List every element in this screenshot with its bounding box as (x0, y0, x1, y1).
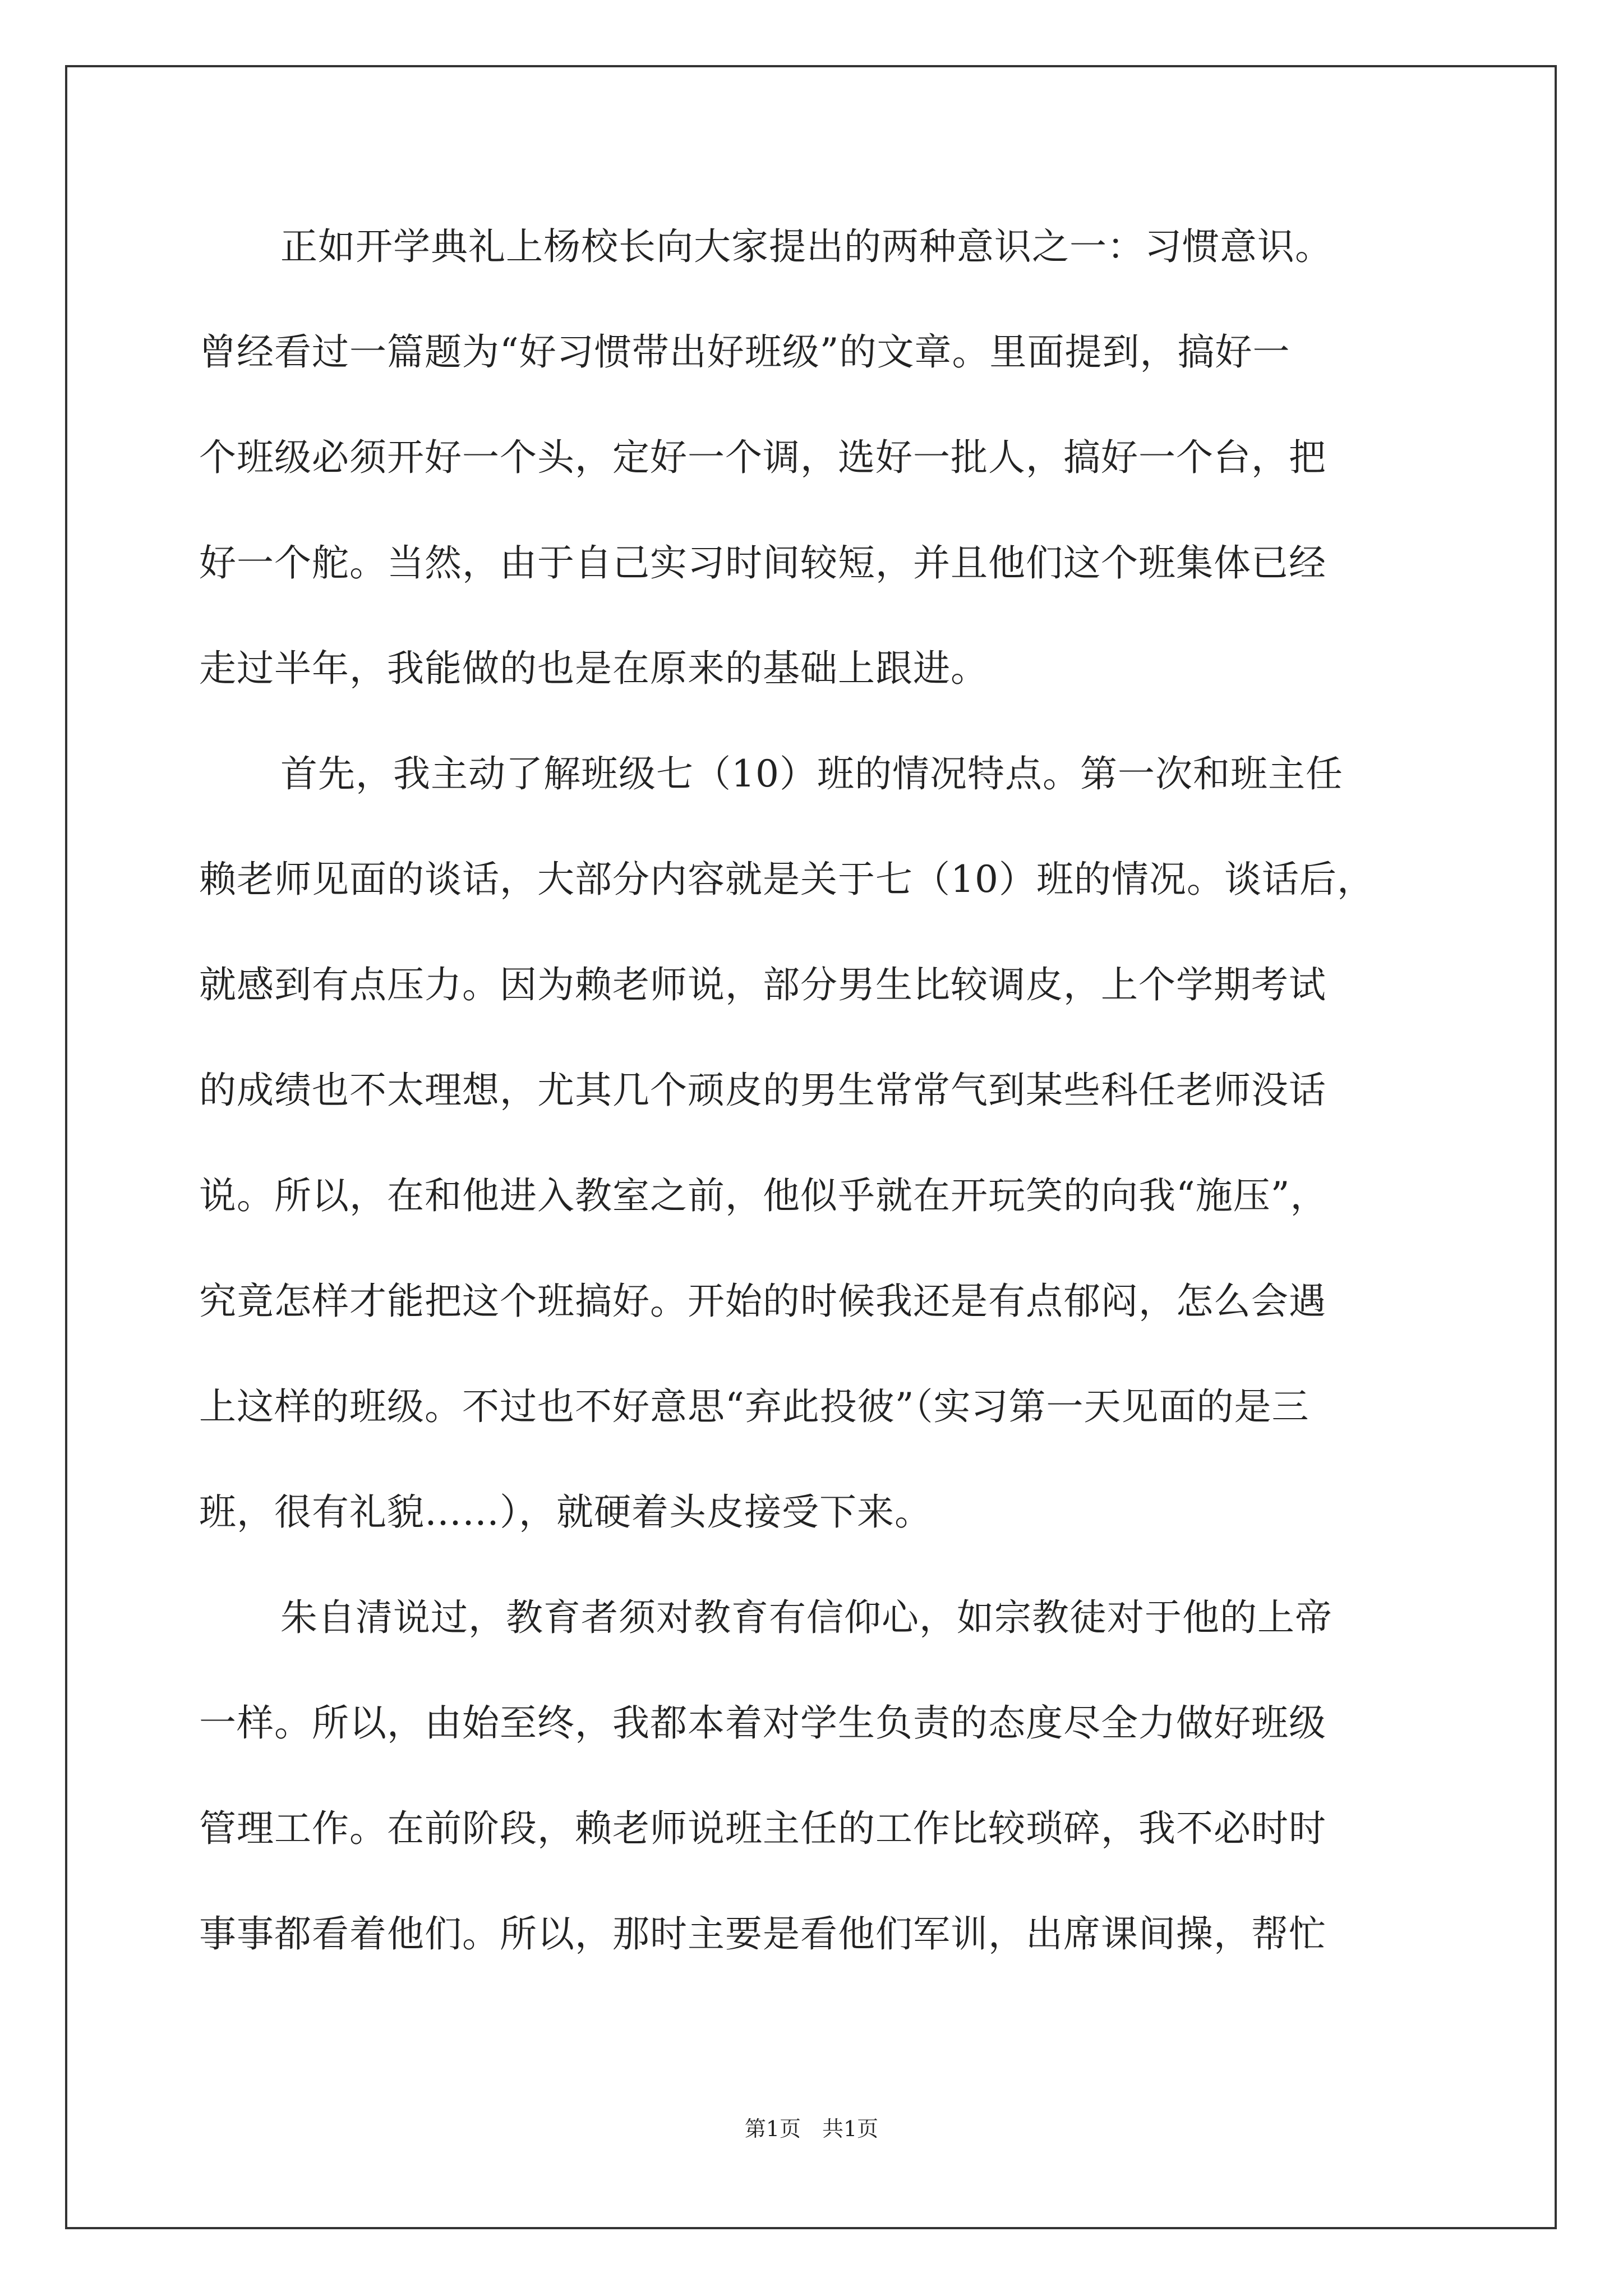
paragraph-3-line-1: 朱自清说过，教育者须对教育有信仰心，如宗教徒对于他的上帝 (280, 1596, 1332, 1639)
paragraph-1-line-1: 正如开学典礼上杨校长向大家提出的两种意识之一：习惯意识。 (280, 225, 1332, 268)
paragraph-2-line-6: 究竟怎样才能把这个班搞好。开始的时候我还是有点郁闷，怎么会遇 (199, 1280, 1326, 1323)
paragraph-3-line-2: 一样。所以，由始至终，我都本着对学生负责的态度尽全力做好班级 (199, 1701, 1326, 1745)
paragraph-3-line-4: 事事都看着他们。所以，那时主要是看他们军训，出席课间操，帮忙 (199, 1912, 1326, 1955)
paragraph-2-line-7: 上这样的班级。不过也不好意思“弃此投彼”（实习第一天见面的是三 (199, 1385, 1310, 1428)
paragraph-2-line-4: 的成绩也不太理想，尤其几个顽皮的男生常常气到某些科任老师没话 (199, 1069, 1326, 1112)
paragraph-3-line-3: 管理工作。在前阶段，赖老师说班主任的工作比较琐碎，我不必时时 (199, 1807, 1326, 1850)
paragraph-1-line-5: 走过半年，我能做的也是在原来的基础上跟进。 (199, 647, 988, 690)
paragraph-2-line-2: 赖老师见面的谈话，大部分内容就是关于七（10）班的情况。谈话后， (199, 858, 1375, 901)
page-footer: 第1页 共1页 (744, 2116, 879, 2141)
paragraph-2-line-5: 说。所以，在和他进入教室之前，他似乎就在开玩笑的向我“施压”， (199, 1174, 1328, 1217)
paragraph-1-line-3: 个班级必须开好一个头，定好一个调，选好一批人，搞好一个台，把 (199, 436, 1326, 479)
paragraph-1-line-4: 好一个舵。当然，由于自己实习时间较短，并且他们这个班集体已经 (199, 541, 1326, 585)
paragraph-1-line-2: 曾经看过一篇题为“好习惯带出好班级”的文章。里面提到，搞好一 (199, 330, 1290, 374)
paragraph-2-line-8: 班，很有礼貌……），就硬着头皮接受下来。 (199, 1490, 932, 1534)
paragraph-2-line-3: 就感到有点压力。因为赖老师说，部分男生比较调皮，上个学期考试 (199, 963, 1326, 1006)
paragraph-2-line-1: 首先，我主动了解班级七（10）班的情况特点。第一次和班主任 (280, 752, 1343, 795)
